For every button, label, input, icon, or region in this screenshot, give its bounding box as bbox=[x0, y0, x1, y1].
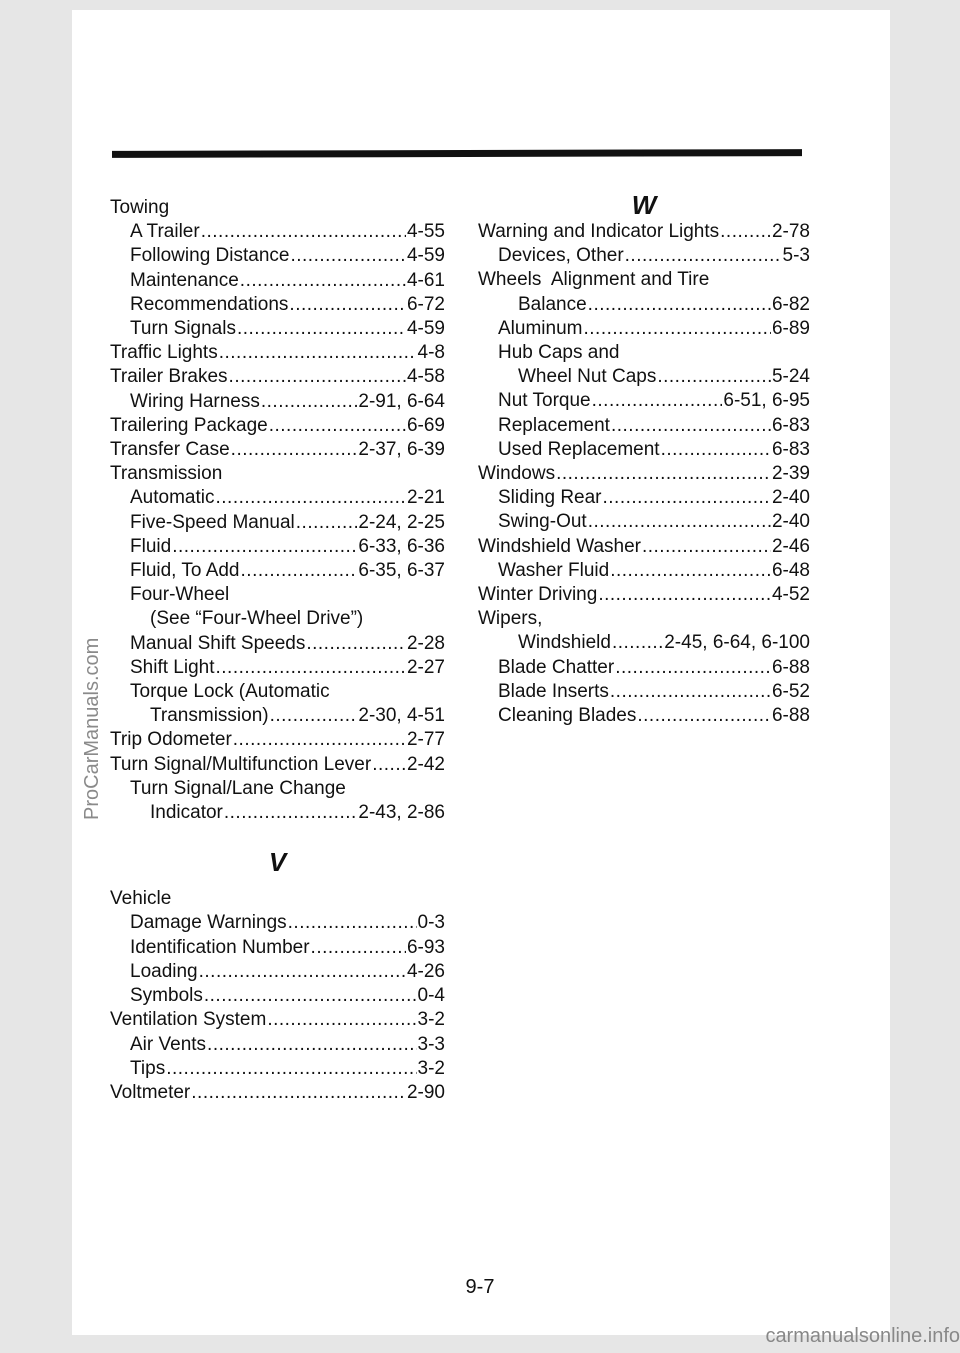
index-entry: Air Vents ..... 3-3 bbox=[110, 1033, 445, 1057]
index-entry: Tips ..... 3-2 bbox=[110, 1057, 445, 1081]
index-entry: Warning and Indicator Lights ..... 2-78 bbox=[478, 220, 810, 244]
index-entry: Swing-Out ..... 2-40 bbox=[478, 510, 810, 534]
index-entry: Transfer Case ..... 2-37, 6-39 bbox=[110, 438, 445, 462]
section-letter-w: W bbox=[631, 190, 657, 220]
index-entry: Devices, Other ..... 5-3 bbox=[478, 244, 810, 268]
index-entry: Shift Light ..... 2-27 bbox=[110, 656, 445, 680]
index-entry: Windows ..... 2-39 bbox=[478, 462, 810, 486]
index-entry: Blade Inserts ..... 6-52 bbox=[478, 680, 810, 704]
index-entry: Identification Number ..... 6-93 bbox=[110, 936, 445, 960]
index-entry: Fluid ..... 6-33, 6-36 bbox=[110, 535, 445, 559]
index-subheading: Turn Signal/Lane Change bbox=[130, 777, 346, 799]
index-entry: Ventilation System ..... 3-2 bbox=[110, 1008, 445, 1032]
index-subheading: Torque Lock (Automatic bbox=[130, 681, 330, 703]
index-see-reference: (See “Four-Wheel Drive”) bbox=[150, 608, 364, 630]
index-entry: Voltmeter ..... 2-90 bbox=[110, 1081, 445, 1105]
index-entry: Replacement ..... 6-83 bbox=[478, 414, 810, 438]
index-column-left bbox=[110, 196, 445, 1105]
index-column-right bbox=[478, 190, 810, 728]
watermark-footer: carmanualsonline.info bbox=[765, 1325, 960, 1347]
index-entry: Wiring Harness ..... 2-91, 6-64 bbox=[110, 390, 445, 414]
index-entry: Nut Torque ..... 6-51, 6-95 bbox=[478, 389, 810, 413]
index-entry: Maintenance ..... 4-61 bbox=[110, 269, 445, 293]
index-entry: Winter Driving ..... 4-52 bbox=[478, 583, 810, 607]
index-entry: Washer Fluid ..... 6-48 bbox=[478, 559, 810, 583]
index-entry: A Trailer ..... 4-55 bbox=[110, 220, 445, 244]
index-entry: Transmission) ..... 2-30, 4-51 bbox=[110, 704, 445, 728]
index-entry: Indicator ..... 2-43, 2-86 bbox=[110, 801, 445, 825]
index-entry: Trailer Brakes ..... 4-58 bbox=[110, 365, 445, 389]
index-entry: Trailering Package ..... 6-69 bbox=[110, 414, 445, 438]
index-entry: Blade Chatter ..... 6-88 bbox=[478, 656, 810, 680]
index-entry: Damage Warnings ..... 0-3 bbox=[110, 911, 445, 935]
index-entry: Recommendations ..... 6-72 bbox=[110, 293, 445, 317]
index-entry: Wheel Nut Caps ..... 5-24 bbox=[478, 365, 810, 389]
index-entry: Used Replacement ..... 6-83 bbox=[478, 438, 810, 462]
index-entry: Five-Speed Manual ..... 2-24, 2-25 bbox=[110, 511, 445, 535]
index-entry: Following Distance ..... 4-59 bbox=[110, 244, 445, 268]
index-entry: Trip Odometer ..... 2-77 bbox=[110, 728, 445, 752]
index-entry: Turn Signals ..... 4-59 bbox=[110, 317, 445, 341]
index-entry: Fluid, To Add ..... 6-35, 6-37 bbox=[110, 559, 445, 583]
index-entry: Turn Signal/Multifunction Lever ..... 2-42 bbox=[110, 753, 445, 777]
index-entry: Symbols ..... 0-4 bbox=[110, 984, 445, 1008]
index-entry: Automatic ..... 2-21 bbox=[110, 486, 445, 510]
index-heading-towing: Towing bbox=[110, 197, 170, 218]
index-heading-wipers: Wipers, bbox=[478, 608, 543, 630]
index-entry: Aluminum ..... 6-89 bbox=[478, 317, 810, 341]
index-entry: Windshield Washer ..... 2-46 bbox=[478, 535, 810, 559]
index-heading-vehicle: Vehicle bbox=[110, 888, 172, 910]
index-heading-wheels: Wheels Alignment and Tire bbox=[478, 269, 710, 291]
index-entry: Loading ..... 4-26 bbox=[110, 960, 445, 984]
watermark-left: ProCarManuals.com bbox=[81, 637, 103, 820]
index-heading-transmission: Transmission bbox=[110, 463, 223, 485]
index-subheading: Four-Wheel bbox=[130, 584, 230, 606]
index-entry: Windshield ..... 2-45, 6-64, 6-100 bbox=[478, 631, 810, 655]
index-entry: Manual Shift Speeds ..... 2-28 bbox=[110, 632, 445, 656]
index-entry: Traffic Lights ..... 4-8 bbox=[110, 341, 445, 365]
index-entry: Cleaning Blades ..... 6-88 bbox=[478, 704, 810, 728]
section-letter-v: V bbox=[268, 847, 287, 878]
index-subheading: Hub Caps and bbox=[498, 342, 620, 364]
page-number: 9-7 bbox=[465, 1276, 495, 1298]
index-entry: Sliding Rear ..... 2-40 bbox=[478, 486, 810, 510]
index-entry: Balance ..... 6-82 bbox=[478, 293, 810, 317]
